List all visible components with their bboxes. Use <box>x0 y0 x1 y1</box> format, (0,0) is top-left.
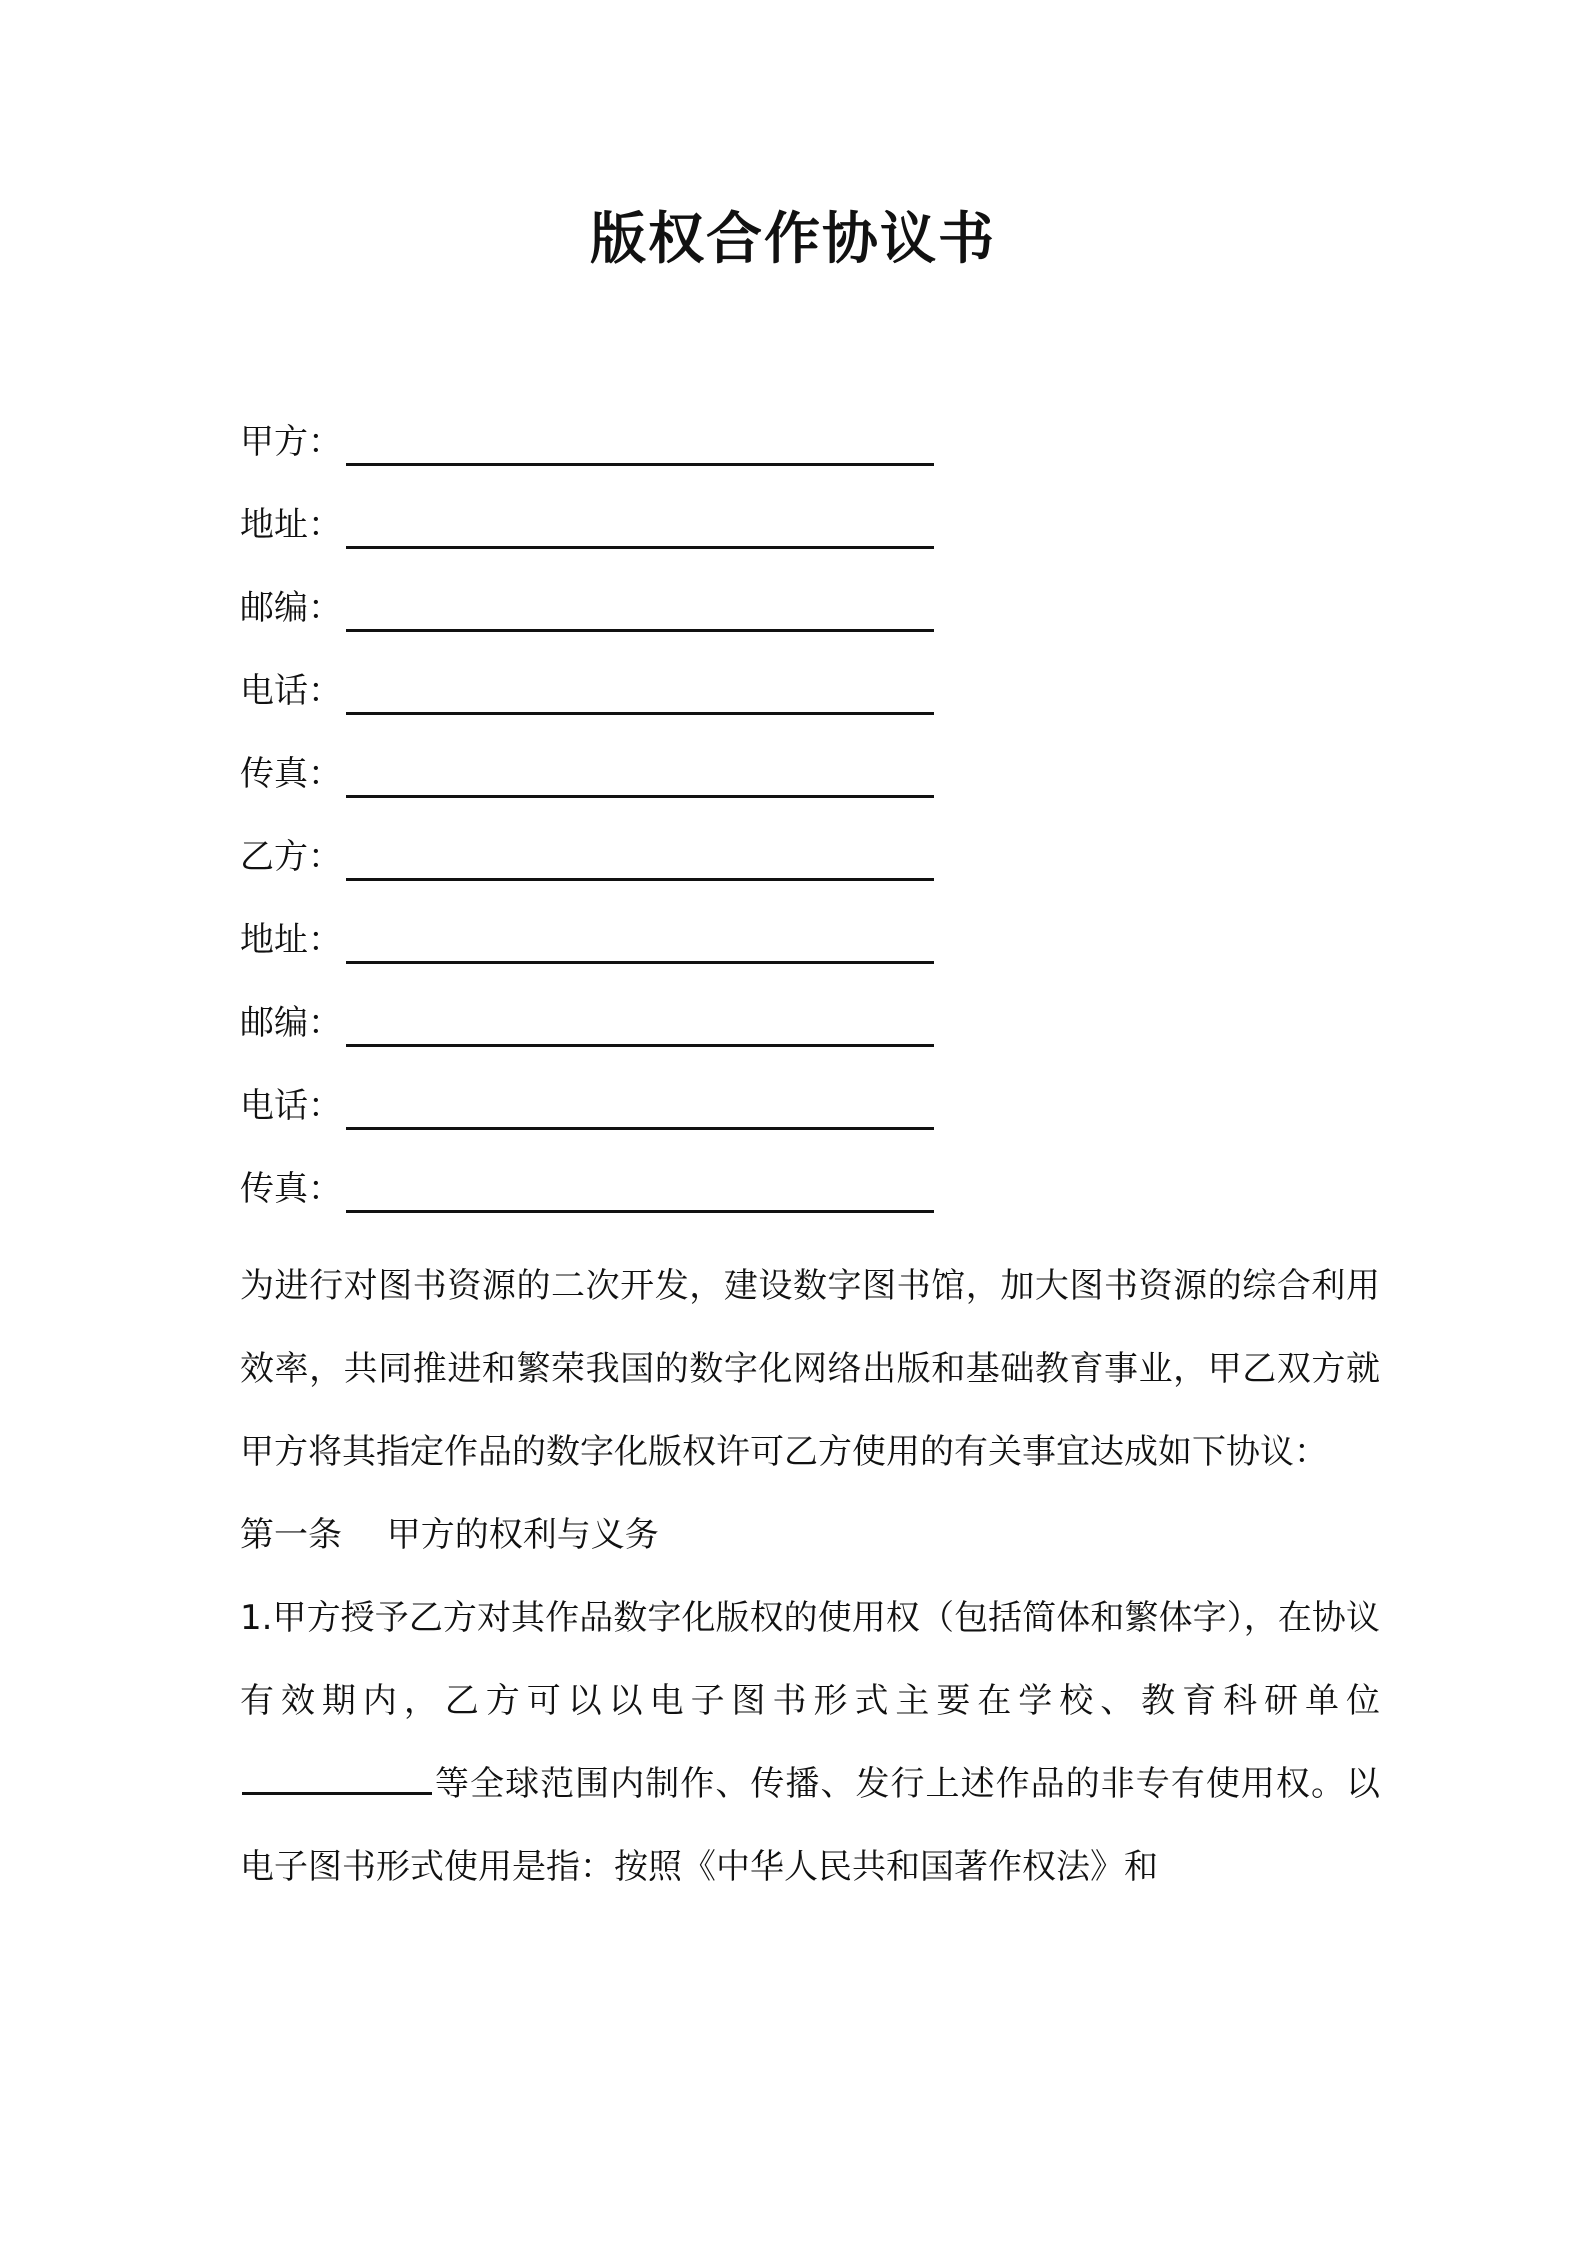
field-label: 地址： <box>240 920 342 960</box>
fill-in-blank <box>346 419 934 466</box>
party-a-name-field <box>240 412 1390 495</box>
party-info-fields <box>240 412 1390 1242</box>
field-label: 传真： <box>240 1169 342 1209</box>
fill-in-blank <box>346 1083 934 1130</box>
article-1-clause-1 <box>240 1577 1380 1909</box>
fill-in-blank <box>346 751 934 798</box>
field-label: 邮编： <box>240 588 342 628</box>
field-label: 邮编： <box>240 1003 342 1043</box>
clause-1-text-part-1: 1.甲方授予乙方对其作品数字化版权的使用权（包括简体和繁体字），在协议有效期内，乙方可以以电子图书形式主要在学校、教育科研单位 <box>240 1598 1380 1721</box>
fill-in-blank <box>346 1166 934 1213</box>
fill-in-blank <box>346 1000 934 1047</box>
party-b-postcode-field <box>240 993 1390 1076</box>
fill-in-blank <box>346 668 934 715</box>
party-b-address-field <box>240 910 1390 993</box>
clause-1-text-part-2: 等全球范围内制作、传播、发行上述作品的非专有使用权。以电子图书形式使用是指：按照《中华人民共和国著作权法》和 <box>240 1764 1380 1887</box>
party-b-name-field <box>240 827 1390 910</box>
fill-in-blank <box>346 834 934 881</box>
party-a-phone-field <box>240 661 1390 744</box>
field-label: 电话： <box>240 671 342 711</box>
party-a-address-field <box>240 495 1390 578</box>
fill-in-blank <box>346 585 934 632</box>
party-a-postcode-field <box>240 578 1390 661</box>
preamble-paragraph: 为进行对图书资源的二次开发，建设数字图书馆，加大图书资源的综合利用效率，共同推进和繁荣我国的数字化网络出版和基础教育事业，甲乙双方就甲方将其指定作品的数字化版权许可乙方使用的有关事宜达成如下协议： <box>240 1266 1380 1472</box>
field-label: 乙方： <box>240 837 342 877</box>
article-1-heading: 第一条 甲方的权利与义务 <box>240 1515 659 1555</box>
party-b-phone-field <box>240 1076 1390 1159</box>
party-a-fax-field <box>240 744 1390 827</box>
document-title: 版权合作协议书 <box>590 207 996 272</box>
field-label: 传真： <box>240 754 342 794</box>
fill-in-blank <box>346 502 934 549</box>
fill-in-blank <box>346 917 934 964</box>
party-b-fax-field <box>240 1159 1390 1242</box>
agreement-body <box>240 1245 1380 1909</box>
field-label: 甲方： <box>240 422 342 462</box>
field-label: 地址： <box>240 505 342 545</box>
field-label: 电话： <box>240 1086 342 1126</box>
fill-in-blank <box>242 1752 432 1795</box>
